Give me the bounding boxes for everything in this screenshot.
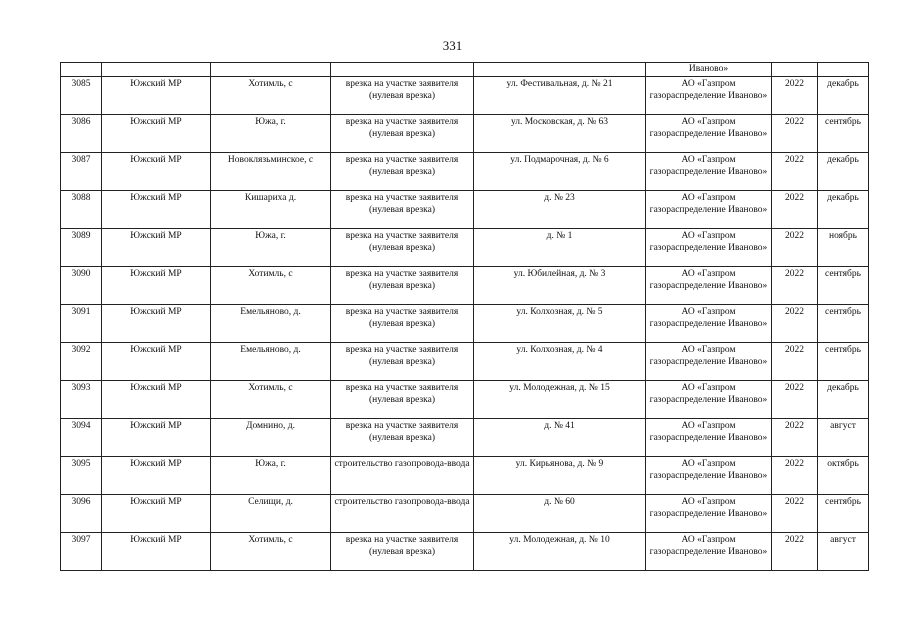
district-cell: Южский МР [102,495,211,533]
year-cell [772,63,818,77]
row-number-cell: 3085 [61,77,102,115]
organization-cell: АО «Газпром газораспределение Иваново» [646,267,772,305]
row-number-cell: 3090 [61,267,102,305]
organization-cell: АО «Газпром газораспределение Иваново» [646,305,772,343]
district-cell: Южский МР [102,153,211,191]
row-number-cell: 3093 [61,381,102,419]
organization-cell: АО «Газпром газораспределение Иваново» [646,419,772,457]
settlement-cell: Новоклязьминское, с [211,153,331,191]
table-row [61,77,869,115]
organization-cell: АО «Газпром газораспределение Иваново» [646,457,772,495]
settlement-cell: Селищи, д. [211,495,331,533]
organization-cell: АО «Газпром газораспределение Иваново» [646,153,772,191]
row-number-cell: 3097 [61,533,102,571]
table-row [61,153,869,191]
month-cell [818,63,869,77]
settlement-cell: Южа, г. [211,229,331,267]
work-type-cell: врезка на участке заявителя (нулевая врезка) [331,191,474,229]
address-cell: ул. Московская, д. № 63 [474,115,646,153]
year-cell: 2022 [772,533,818,571]
settlement-cell: Южа, г. [211,115,331,153]
district-cell: Южский МР [102,191,211,229]
table-row [61,533,869,571]
gasification-table [60,62,869,571]
month-cell: сентябрь [818,343,869,381]
district-cell [102,63,211,77]
work-type-cell: врезка на участке заявителя (нулевая врезка) [331,153,474,191]
year-cell: 2022 [772,419,818,457]
organization-cell: АО «Газпром газораспределение Иваново» [646,191,772,229]
work-type-cell: врезка на участке заявителя (нулевая врезка) [331,381,474,419]
table-row [61,191,869,229]
address-cell: д. № 1 [474,229,646,267]
year-cell: 2022 [772,305,818,343]
district-cell: Южский МР [102,419,211,457]
table-row [61,267,869,305]
row-number-cell: 3086 [61,115,102,153]
year-cell: 2022 [772,115,818,153]
row-number-cell: 3088 [61,191,102,229]
work-type-cell [331,63,474,77]
month-cell: август [818,419,869,457]
table-row [61,457,869,495]
work-type-cell: врезка на участке заявителя (нулевая врезка) [331,533,474,571]
address-cell: ул. Колхозная, д. № 5 [474,305,646,343]
organization-cell: АО «Газпром газораспределение Иваново» [646,115,772,153]
month-cell: август [818,533,869,571]
district-cell: Южский МР [102,267,211,305]
district-cell: Южский МР [102,77,211,115]
year-cell: 2022 [772,457,818,495]
year-cell: 2022 [772,381,818,419]
year-cell: 2022 [772,267,818,305]
settlement-cell [211,63,331,77]
row-number-cell: 3095 [61,457,102,495]
row-number-cell: 3087 [61,153,102,191]
table-row [61,495,869,533]
row-number-cell: 3089 [61,229,102,267]
month-cell: ноябрь [818,229,869,267]
month-cell: сентябрь [818,115,869,153]
organization-cell: АО «Газпром газораспределение Иваново» [646,495,772,533]
month-cell: сентябрь [818,267,869,305]
table-row [61,419,869,457]
work-type-cell: строительство газопровода-ввода [331,495,474,533]
settlement-cell: Южа, г. [211,457,331,495]
settlement-cell: Емельяново, д. [211,343,331,381]
district-cell: Южский МР [102,381,211,419]
year-cell: 2022 [772,229,818,267]
row-number-cell: 3092 [61,343,102,381]
settlement-cell: Кишариха д. [211,191,331,229]
address-cell: д. № 23 [474,191,646,229]
address-cell [474,63,646,77]
address-cell: д. № 41 [474,419,646,457]
row-number-cell: 3096 [61,495,102,533]
district-cell: Южский МР [102,115,211,153]
work-type-cell: врезка на участке заявителя (нулевая врезка) [331,305,474,343]
work-type-cell: врезка на участке заявителя (нулевая врезка) [331,115,474,153]
organization-cell: АО «Газпром газораспределение Иваново» [646,343,772,381]
organization-cell: АО «Газпром газораспределение Иваново» [646,381,772,419]
address-cell: ул. Колхозная, д. № 4 [474,343,646,381]
work-type-cell: строительство газопровода-ввода [331,457,474,495]
organization-cell: АО «Газпром газораспределение Иваново» [646,533,772,571]
year-cell: 2022 [772,77,818,115]
settlement-cell: Хотимль, с [211,267,331,305]
table-row [61,343,869,381]
work-type-cell: врезка на участке заявителя (нулевая врезка) [331,419,474,457]
address-cell: ул. Молодежная, д. № 10 [474,533,646,571]
table-row [61,229,869,267]
month-cell: декабрь [818,191,869,229]
settlement-cell: Хотимль, с [211,533,331,571]
district-cell: Южский МР [102,533,211,571]
address-cell: ул. Юбилейная, д. № 3 [474,267,646,305]
organization-cell: Иваново» [646,63,772,77]
organization-cell: АО «Газпром газораспределение Иваново» [646,229,772,267]
month-cell: сентябрь [818,305,869,343]
year-cell: 2022 [772,343,818,381]
table-row [61,305,869,343]
month-cell: декабрь [818,153,869,191]
row-number-cell: 3091 [61,305,102,343]
work-type-cell: врезка на участке заявителя (нулевая врезка) [331,229,474,267]
row-number-cell [61,63,102,77]
year-cell: 2022 [772,191,818,229]
year-cell: 2022 [772,495,818,533]
year-cell: 2022 [772,153,818,191]
table-row [61,115,869,153]
page-number: 331 [442,38,463,53]
district-cell: Южский МР [102,457,211,495]
work-type-cell: врезка на участке заявителя (нулевая врезка) [331,343,474,381]
month-cell: декабрь [818,381,869,419]
address-cell: ул. Кирьянова, д. № 9 [474,457,646,495]
district-cell: Южский МР [102,229,211,267]
settlement-cell: Хотимль, с [211,77,331,115]
work-type-cell: врезка на участке заявителя (нулевая врезка) [331,77,474,115]
work-type-cell: врезка на участке заявителя (нулевая врезка) [331,267,474,305]
table-body [61,63,869,571]
settlement-cell: Хотимль, с [211,381,331,419]
district-cell: Южский МР [102,343,211,381]
address-cell: ул. Подмарочная, д. № 6 [474,153,646,191]
month-cell: октябрь [818,457,869,495]
settlement-cell: Домнино, д. [211,419,331,457]
district-cell: Южский МР [102,305,211,343]
address-cell: ул. Фестивальная, д. № 21 [474,77,646,115]
row-number-cell: 3094 [61,419,102,457]
table-row [61,381,869,419]
address-cell: ул. Молодежная, д. № 15 [474,381,646,419]
continued-row [61,63,869,77]
month-cell: сентябрь [818,495,869,533]
address-cell: д. № 60 [474,495,646,533]
settlement-cell: Емельяново, д. [211,305,331,343]
organization-cell: АО «Газпром газораспределение Иваново» [646,77,772,115]
month-cell: декабрь [818,77,869,115]
